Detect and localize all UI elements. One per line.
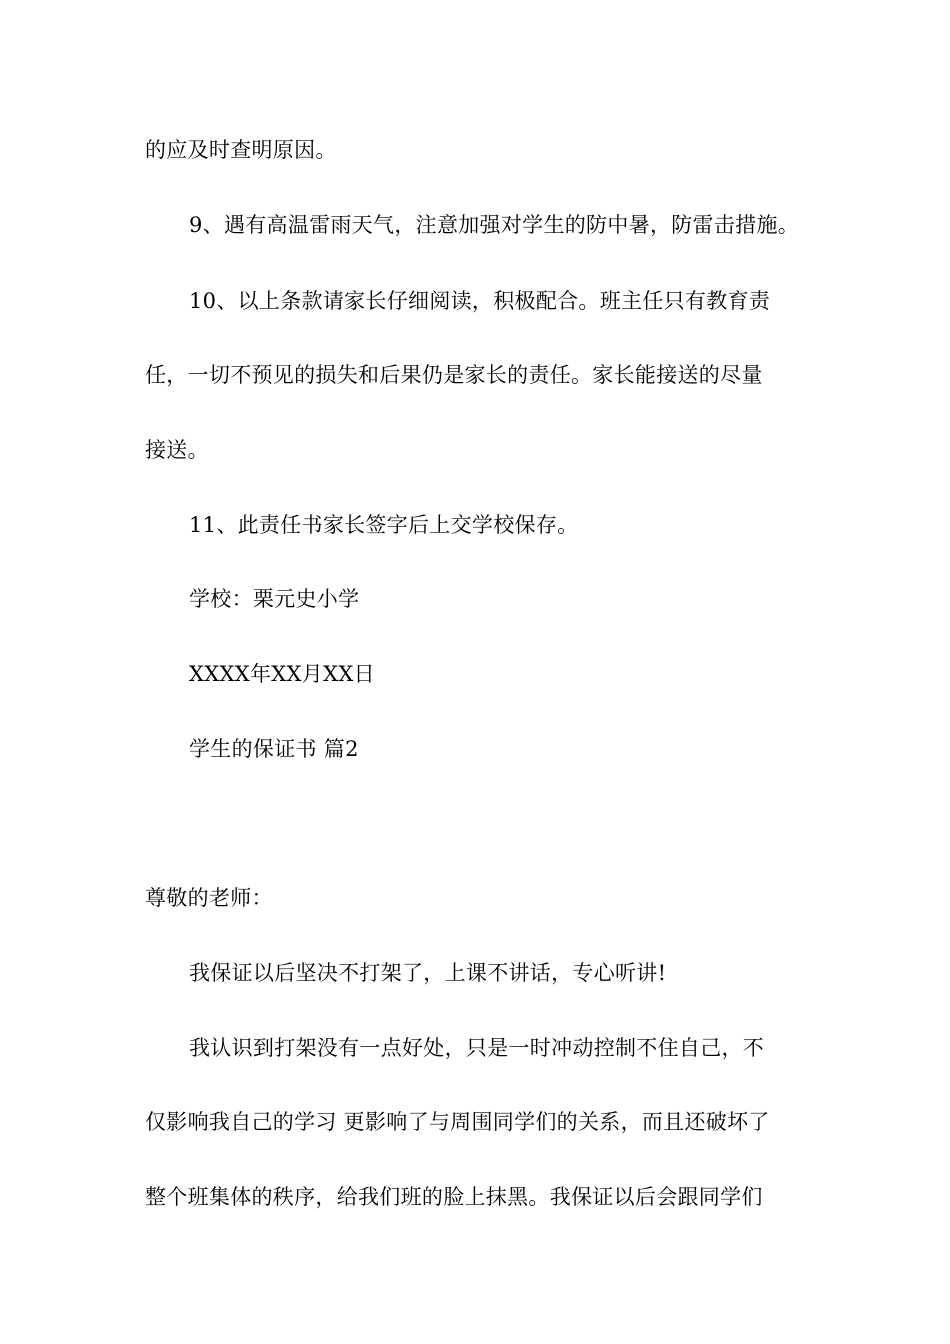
paragraph-line: 整个班集体的秩序，给我们班的脸上抹黑。我保证以后会跟同学们 [145, 1185, 763, 1209]
school-name-line: 学校：栗元史小学 [189, 587, 360, 611]
section-title: 学生的保证书 篇2 [189, 737, 359, 761]
paragraph-line: 我保证以后坚决不打架了，上课不讲话，专心听讲! [189, 961, 667, 985]
paragraph-line: 我认识到打架没有一点好处，只是一时冲动控制不住自己，不 [189, 1036, 765, 1060]
salutation: 尊敬的老师： [145, 886, 273, 910]
paragraph-line: 接送。 [145, 438, 209, 462]
paragraph-line: 11、此责任书家长签字后上交学校保存。 [189, 513, 579, 537]
date-line: XXXX年XX月XX日 [189, 662, 375, 686]
paragraph-line: 10、以上条款请家长仔细阅读，积极配合。班主任只有教育责 [189, 289, 771, 313]
paragraph-line: 任，一切不预见的损失和后果仍是家长的责任。家长能接送的尽量 [145, 363, 763, 387]
paragraph-line: 仅影响我自己的学习 更影响了与周围同学们的关系，而且还破坏了 [145, 1110, 770, 1134]
paragraph-line: 9、遇有高温雷雨天气，注意加强对学生的防中暑，防雷击措施。 [189, 213, 800, 237]
paragraph-line: 的应及时查明原因。 [145, 138, 337, 162]
